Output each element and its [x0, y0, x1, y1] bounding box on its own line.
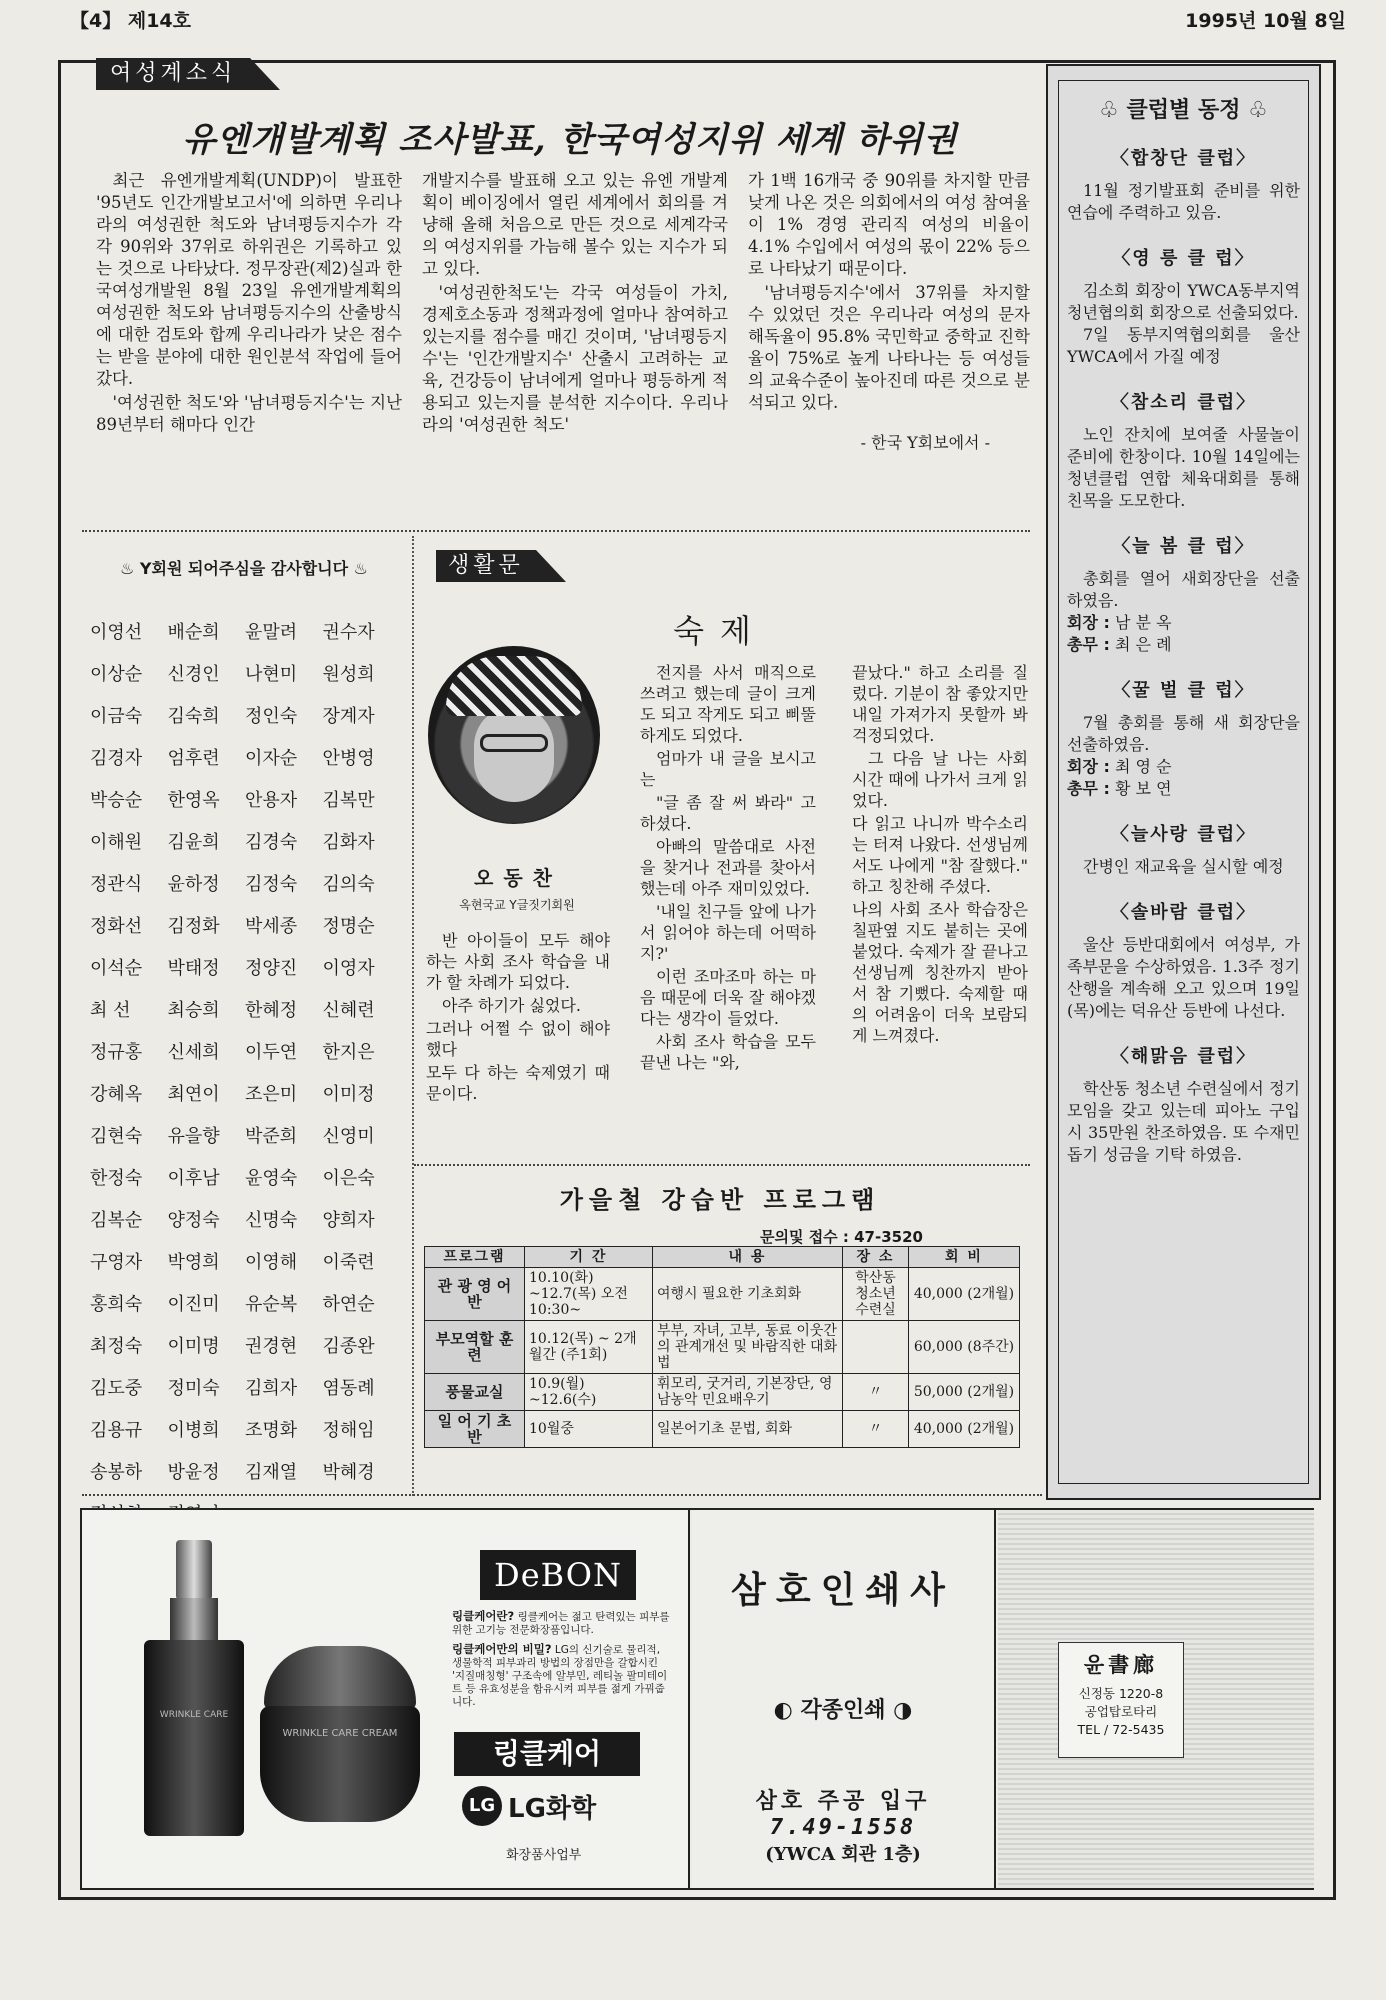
club-text: 7월 총회를 통해 새 회장단을 선출하였음.	[1067, 713, 1300, 754]
essay-paragraph: 이런 조마조마 하는 마음 때문에 더욱 잘 해야겠다는 생각이 들었다.	[640, 967, 816, 1028]
member-name: 신경인	[167, 664, 220, 685]
table-row	[90, 1206, 400, 1248]
column-header: 회 비	[909, 1247, 1020, 1268]
officer-role: 총무 :	[1067, 779, 1110, 798]
essay-author: 오동찬	[474, 866, 562, 890]
table-row	[90, 1122, 400, 1164]
program-fee: 40,000 (2개월)	[909, 1268, 1020, 1321]
author-photo	[428, 646, 600, 824]
member-name: 김정숙	[245, 874, 298, 895]
table-row	[90, 912, 400, 954]
issue-date: 1995년 10월 8일	[1185, 10, 1346, 32]
column-header: 장 소	[843, 1247, 909, 1268]
table-row	[90, 1374, 400, 1416]
gallery-address-1: 신정동 1220-8	[1078, 1686, 1164, 1701]
program-place	[843, 1321, 909, 1374]
member-name: 신영미	[322, 1126, 375, 1147]
member-name: 양희자	[322, 1210, 375, 1231]
table-row	[90, 1080, 400, 1122]
divider	[82, 530, 1030, 532]
member-name: 최 선	[90, 1000, 131, 1021]
lg-cosmetics-ad	[82, 1510, 690, 1888]
ad-copy-block	[452, 1643, 672, 1709]
member-name: 정관식	[90, 874, 143, 895]
member-name: 신혜련	[322, 1000, 375, 1021]
club-text: 11월 정기발표회 준비를 위한 연습에 주력하고 있음.	[1067, 181, 1300, 222]
ad-question: 링클케어만의 비밀?	[452, 1642, 552, 1656]
member-name: 김경숙	[245, 832, 298, 853]
print-shop-address: 삼호 주공 입구	[755, 1789, 931, 1814]
lg-logo-icon: LG	[462, 1786, 502, 1826]
table-row	[90, 1038, 400, 1080]
member-name: 이석순	[90, 958, 143, 979]
member-name: 정미숙	[167, 1378, 220, 1399]
member-name-list	[90, 618, 400, 1542]
gallery-card	[1058, 1642, 1184, 1758]
lg-company-name: LG화학	[508, 1793, 597, 1824]
essay-paragraph: 전지를 사서 매직으로 쓰려고 했는데 글이 크게도 되고 작게도 되고 삐뚤하게도 되었다.	[640, 663, 816, 745]
column-header: 기 간	[525, 1247, 653, 1268]
club-text: 총회를 열어 새회장단을 선출 하였음.	[1067, 569, 1300, 610]
member-name: 신세희	[167, 1042, 220, 1063]
club-officer	[1067, 756, 1300, 778]
table-row	[90, 1332, 400, 1374]
bottle-cap	[176, 1540, 212, 1600]
print-shop-name: 삼호인쇄사	[731, 1570, 955, 1611]
member-name: 정명순	[322, 916, 375, 937]
club-officer	[1067, 634, 1300, 656]
member-name: 안용자	[245, 790, 298, 811]
member-name: 김복순	[90, 1210, 143, 1231]
table-row	[90, 702, 400, 744]
cream-jar-image	[260, 1646, 420, 1822]
club-name: 〈영 릉 클 럽〉	[1112, 248, 1255, 269]
member-name: 정화선	[90, 916, 143, 937]
article-paragraph: '여성권한 척도'와 '남녀평등지수'는 지난 89년부터 해마다 인간	[96, 393, 402, 434]
club-news-sidebar	[1046, 64, 1321, 1500]
member-name: 최정숙	[90, 1336, 143, 1357]
table-row	[90, 618, 400, 660]
member-name: 이자순	[245, 748, 298, 769]
member-name: 최승희	[167, 1000, 220, 1021]
member-name: 나현미	[245, 664, 298, 685]
program-table	[424, 1246, 1020, 1448]
lg-brand	[462, 1786, 596, 1826]
member-name: 안병영	[322, 748, 375, 769]
debon-logo: DeBON	[480, 1550, 636, 1600]
member-name: 윤말려	[245, 622, 298, 643]
gallery-address-2: 공업탑로타리	[1084, 1704, 1158, 1719]
officer-role: 회장 :	[1067, 613, 1110, 632]
officer-name: 최 은 례	[1114, 635, 1172, 654]
member-name: 이금숙	[90, 706, 143, 727]
gallery-name: 윤書廊	[1083, 1652, 1159, 1677]
club-name: 〈늘사랑 클럽〉	[1110, 824, 1257, 845]
member-name: 윤영숙	[245, 1168, 298, 1189]
member-name: 정해임	[322, 1420, 375, 1441]
member-name: 김정화	[167, 916, 220, 937]
jar-lid	[264, 1646, 416, 1710]
club-item	[1067, 676, 1300, 800]
member-name: 양정숙	[167, 1210, 220, 1231]
member-name: 박승순	[90, 790, 143, 811]
article-paragraph: 최근 유엔개발계획(UNDP)이 발표한 '95년도 인간개발보고서'에 의하면 우리나라의 여성권한 척도와 남녀평등지수가 각각 90위와 37위로 하위권은 기록하고 있는 것으로 나타났다. 정무장관(제2)실과 한국여성개발원 8월 23일 유엔개발계획의 여성권한 척도와 남녀평등지수의 산출방식에 대한 검토와 합께 우리나라가 낮은 점수는 받을 분야에 대한 원인분석 작업에 들어갔다.	[96, 171, 402, 388]
article-col-1	[96, 170, 402, 438]
table-header-row	[425, 1247, 1020, 1268]
lg-ad-copy	[452, 1610, 672, 1709]
essay-paragraph: 나의 사회 조사 학습장은 칠판옆 지도 붙히는 곳에 붙었다. 숙제가 잘 끝나고 선생님께 칭찬까지 받아서 참 기뻤다. 숙제할 때의 어려움이 더욱 보람되게 느껴졌다.	[852, 900, 1028, 1045]
essay-paragraph: 모두 다 하는 숙제였기 때문이다.	[426, 1063, 610, 1103]
club-item	[1067, 244, 1300, 368]
column-header: 프로그램	[425, 1247, 525, 1268]
section-tag: 여성계소식	[96, 58, 250, 90]
club-name: 〈참소리 클럽〉	[1110, 392, 1257, 413]
member-name: 김도중	[90, 1378, 143, 1399]
officer-name: 황 보 연	[1114, 779, 1172, 798]
essay-paragraph: 끝났다." 하고 소리를 질렀다. 기분이 참 좋았지만 내일 가져가지 못할까 봐 걱정되었다.	[852, 663, 1028, 745]
member-name: 김재열	[245, 1462, 298, 1483]
club-name: 〈솔바람 클럽〉	[1110, 902, 1257, 923]
club-text: 김소희 회장이 YWCA동부지역 청년협의회 회장으로 선출되었다.	[1067, 281, 1300, 322]
club-item	[1067, 898, 1300, 1022]
club-news-inner	[1058, 80, 1309, 1484]
member-name: 유순복	[245, 1294, 298, 1315]
member-name: 이죽련	[322, 1252, 375, 1273]
print-shop-phone: 7.49-1558	[769, 1815, 917, 1840]
member-name: 박준희	[245, 1126, 298, 1147]
club-name: 〈합창단 클럽〉	[1110, 148, 1257, 169]
program-fee: 40,000 (2개월)	[909, 1411, 1020, 1448]
program-content: 일본어기초 문법, 회화	[653, 1411, 843, 1448]
divider	[82, 1494, 1042, 1496]
club-item	[1067, 144, 1300, 224]
member-name: 방윤정	[167, 1462, 220, 1483]
program-content: 휘모리, 굿거리, 기본장단, 영남농악 민요배우기	[653, 1374, 843, 1411]
table-row	[90, 1416, 400, 1458]
bottle-label: WRINKLE CARE	[159, 1710, 229, 1720]
print-shop-note: (YWCA 회관 1층)	[765, 1844, 921, 1865]
essay-paragraph: 엄마가 내 글을 보시고는	[640, 749, 816, 789]
essay-tag: 생활문	[436, 550, 536, 582]
table-row	[90, 744, 400, 786]
wrinkle-care-logo: 링클케어	[454, 1732, 640, 1776]
table-row	[425, 1374, 1020, 1411]
member-name: 윤하정	[167, 874, 220, 895]
member-name: 이미정	[322, 1084, 375, 1105]
club-text: 간병인 재교육을 실시할 예정	[1083, 857, 1284, 876]
member-name: 이후남	[167, 1168, 220, 1189]
table-row	[90, 870, 400, 912]
essay-paragraph: 다 읽고 나니까 박수소리는 터져 나왔다. 선생님께서도 나에게 "참 잘했다." 하고 칭찬해 주셨다.	[852, 814, 1028, 896]
ad-question: 링클케어란?	[452, 1609, 515, 1623]
essay-paragraph: '내일 친구들 앞에 나가서 읽어야 하는데 어떡하지?'	[640, 902, 816, 963]
essay-title: 숙제	[673, 612, 767, 650]
member-name: 김숙희	[167, 706, 220, 727]
club-text: 학산동 청소년 수련실에서 정기모임을 갖고 있는데 피아노 구입시 35만원 찬조하였음. 또 수재민 돕기 성금을 기탁 하였음.	[1067, 1079, 1300, 1164]
divider	[414, 1164, 1030, 1166]
club-item	[1067, 1042, 1300, 1166]
member-name: 조은미	[245, 1084, 298, 1105]
program-contact: 문의및 접수 : 47-3520	[760, 1228, 923, 1246]
member-name: 이영자	[322, 958, 375, 979]
glasses-shape	[480, 734, 548, 752]
member-name: 이진미	[167, 1294, 220, 1315]
member-name: 신명숙	[245, 1210, 298, 1231]
member-name: 이해원	[90, 832, 143, 853]
face-shape	[474, 706, 554, 802]
member-name: 정인숙	[245, 706, 298, 727]
member-name: 박태정	[167, 958, 220, 979]
member-name: 엄후련	[167, 748, 220, 769]
club-name: 〈늘 봄 클 럽〉	[1112, 536, 1255, 557]
member-name: 조명화	[245, 1420, 298, 1441]
essay-paragraph: 사회 조사 학습을 모두 끝낸 나는 "와,	[640, 1032, 816, 1072]
table-row	[90, 1248, 400, 1290]
ad-copy-block	[452, 1610, 672, 1637]
program-period: 10.9(월) ~12.6(수)	[525, 1374, 653, 1411]
club-item	[1067, 388, 1300, 512]
jar-base	[260, 1706, 420, 1822]
member-name: 장계자	[322, 706, 375, 727]
program-name: 관 광 영 어 반	[425, 1268, 525, 1321]
club-item	[1067, 532, 1300, 656]
member-name: 유을향	[167, 1126, 220, 1147]
table-row	[90, 1290, 400, 1332]
bottle-body	[144, 1640, 244, 1836]
lg-department: 화장품사업부	[506, 1848, 582, 1863]
member-name: 한정숙	[90, 1168, 143, 1189]
officer-role: 총무 :	[1067, 635, 1110, 654]
essay-col-right	[852, 662, 1028, 1048]
advertisement-row	[80, 1508, 1314, 1890]
member-name: 김경자	[90, 748, 143, 769]
program-period: 10월중	[525, 1411, 653, 1448]
table-row	[425, 1411, 1020, 1448]
essay-col-mid	[640, 662, 816, 1075]
club-officer	[1067, 612, 1300, 634]
member-name: 염동례	[322, 1378, 375, 1399]
article-paragraph: 개발지수를 발표해 오고 있는 유엔 개발계획이 베이징에서 열린 세계에서 회의를 겨냥해 올해 처음으로 만든 것으로 세계각국의 여성지위를 가늠해 볼수 있는 지수가 되고 있다.	[422, 171, 728, 278]
member-name: 한지은	[322, 1042, 375, 1063]
ad-answer: 링클케어는 젊고 탄력있는 피부를 위한 고기능 전문화장품입니다.	[452, 1611, 670, 1636]
officer-name: 남 분 옥	[1114, 613, 1172, 632]
member-name: 김희자	[245, 1378, 298, 1399]
column-header: 내 용	[653, 1247, 843, 1268]
member-name: 김용규	[90, 1420, 143, 1441]
ad-answer: LG의 신기술로 물리적, 생물학적 피부과리 방법의 장점만을 갈합시킨 '지질매칭형' 구조속에 알부민, 레티놀 팔미테이트 등 유효성분을 함유시켜 피부를 젊게 가꿔줍니다.	[452, 1644, 668, 1708]
member-name: 김종완	[322, 1336, 375, 1357]
essay-col-left	[426, 930, 610, 1106]
essay-affiliation: 옥현국교 Y글짓기회원	[459, 898, 575, 912]
club-text: 노인 잔치에 보여줄 사물놀이 준비에 한창이다. 10월 14일에는 청년클럽 연합 체육대회를 통해 친목을 도모한다.	[1067, 425, 1300, 510]
member-name: 이미명	[167, 1336, 220, 1357]
table-row	[90, 1164, 400, 1206]
program-period: 10.10(화) ~12.7(목) 오전 10:30~	[525, 1268, 653, 1321]
club-name: 〈해맑음 클럽〉	[1110, 1046, 1257, 1067]
article-paragraph: '여성권한척도'는 각국 여성들이 가치, 경제호소동과 정책과정에 얼마나 참여하고 있는지를 점수를 매긴 것이며, '남녀평등지수'는 '인간개발지수' 산출시 고려하는 교육, 건강등이 남녀에게 얼마나 평등하게 적용되고 있는지를 분석한 지수이다. 우리나라의 '여성권한 척도'	[422, 283, 728, 434]
bottle-neck	[170, 1598, 218, 1642]
page-number: 【4】 제14호	[70, 10, 191, 32]
gallery-phone: TEL / 72-5435	[1077, 1722, 1165, 1737]
article-paragraph: 가 1백 16개국 중 90위를 차지할 만큼 낮게 나온 것은 의회에서의 여성 참여율이 1% 경영 관리직 여성의 비율이 4.1% 수입에서 여성의 몫이 22% 등으로 나타났기 때문이다.	[748, 171, 1030, 278]
member-name: 김복만	[322, 790, 375, 811]
member-name: 강혜옥	[90, 1084, 143, 1105]
member-name: 정규홍	[90, 1042, 143, 1063]
member-name: 이영선	[90, 622, 143, 643]
member-name: 구영자	[90, 1252, 143, 1273]
member-name: 원성희	[322, 664, 375, 685]
member-name: 이상순	[90, 664, 143, 685]
member-name: 이영해	[245, 1252, 298, 1273]
member-name: 김윤희	[167, 832, 220, 853]
jar-label: WRINKLE CARE CREAM	[282, 1728, 398, 1739]
program-place: 〃	[843, 1374, 909, 1411]
member-name: 박혜경	[322, 1462, 375, 1483]
officer-name: 최 영 순	[1114, 757, 1172, 776]
program-period: 10.12(목) ~ 2개월간 (주1회)	[525, 1321, 653, 1374]
essay-paragraph: 아빠의 말씀대로 사전을 찾거나 전과를 찾아서 했는데 아주 재미있었다.	[640, 837, 816, 898]
program-name: 부모역할 훈 련	[425, 1321, 525, 1374]
table-row	[90, 954, 400, 996]
article-col-3	[748, 170, 1030, 456]
member-name: 김화자	[322, 832, 375, 853]
club-officer	[1067, 778, 1300, 800]
program-place: 학산동 청소년 수련실	[843, 1268, 909, 1321]
member-name: 이은숙	[322, 1168, 375, 1189]
gallery-ad	[998, 1510, 1314, 1888]
page-header	[70, 6, 1346, 34]
table-row	[90, 786, 400, 828]
officer-role: 회장 :	[1067, 757, 1110, 776]
article-source: - 한국 Y회보에서 -	[860, 433, 990, 452]
essence-bottle-image	[136, 1540, 256, 1840]
program-place: 〃	[843, 1411, 909, 1448]
member-name: 홍희숙	[90, 1294, 143, 1315]
member-name: 하연순	[322, 1294, 375, 1315]
headline: 유엔개발계획 조사발표, 한국여성지위 세계 하위권	[182, 120, 958, 160]
club-item	[1067, 820, 1300, 878]
essay-paragraph: 아주 하기가 싫었다.	[442, 996, 581, 1015]
column-divider	[412, 536, 414, 1496]
member-name: 배순희	[167, 622, 220, 643]
program-content: 부부, 자녀, 고부, 동료 이웃간의 관계개선 및 바람직한 대화법	[653, 1321, 843, 1374]
printing-shop-ad	[692, 1510, 996, 1888]
table-row	[90, 996, 400, 1038]
club-text: 울산 등반대회에서 여성부, 가족부문을 수상하였음. 1.3주 정기 산행을 계속해 오고 있으며 19일(목)에는 덕유산 등반에 나선다.	[1067, 935, 1300, 1020]
essay-paragraph: 그러나 어쩔 수 없이 해야 했다	[426, 1019, 610, 1059]
program-name: 풍물교실	[425, 1374, 525, 1411]
table-row	[90, 660, 400, 702]
program-title: 가을철 강습반 프로그램	[559, 1186, 881, 1214]
member-name: 박세종	[245, 916, 298, 937]
member-name: 이두연	[245, 1042, 298, 1063]
hat-shape	[446, 656, 582, 716]
member-name: 김현숙	[90, 1126, 143, 1147]
table-row	[425, 1321, 1020, 1374]
member-name: 박영희	[167, 1252, 220, 1273]
print-shop-service: ◐ 각종인쇄 ◑	[773, 1698, 913, 1723]
member-name: 이병희	[167, 1420, 220, 1441]
club-news-title: ♧ 클럽별 동정 ♧	[1099, 98, 1268, 123]
program-fee: 50,000 (2개월)	[909, 1374, 1020, 1411]
member-name: 김의숙	[322, 874, 375, 895]
club-text: 7일 동부지역협의회를 울산 YWCA에서 가질 예정	[1067, 325, 1300, 366]
article-col-2	[422, 170, 728, 438]
table-row	[90, 828, 400, 870]
member-name: 최연이	[167, 1084, 220, 1105]
program-name: 일 어 기 초 반	[425, 1411, 525, 1448]
member-name: 권경현	[245, 1336, 298, 1357]
member-name: 한혜정	[245, 1000, 298, 1021]
program-content: 여행시 필요한 기초회화	[653, 1268, 843, 1321]
thanks-title: ♨ Y회원 되어주심을 감사합니다 ♨	[119, 559, 369, 578]
program-fee: 60,000 (8주간)	[909, 1321, 1020, 1374]
club-name: 〈꿀 벌 클 럽〉	[1112, 680, 1255, 701]
essay-paragraph: 그 다음 날 나는 사회 시간 때에 나가서 크게 읽었다.	[852, 749, 1028, 810]
article-paragraph: '남녀평등지수'에서 37위를 차지할 수 있었던 것은 우리나라 여성의 문자 해독율이 95.8% 국민학교 중학교 진학율이 75%로 높게 나타나는 등 여성들의 교육수준이 높아진데 따른 것으로 분석되고 있다.	[748, 283, 1030, 412]
table-row	[425, 1268, 1020, 1321]
member-name: 한영옥	[167, 790, 220, 811]
essay-paragraph: 반 아이들이 모두 해야 하는 사회 조사 학습을 내가 할 차례가 되었다.	[426, 931, 610, 992]
essay-paragraph: "글 좀 잘 써 봐라" 고 하셨다.	[640, 793, 816, 833]
member-name: 정양진	[245, 958, 298, 979]
member-name: 송봉하	[90, 1462, 143, 1483]
member-name: 권수자	[322, 622, 375, 643]
